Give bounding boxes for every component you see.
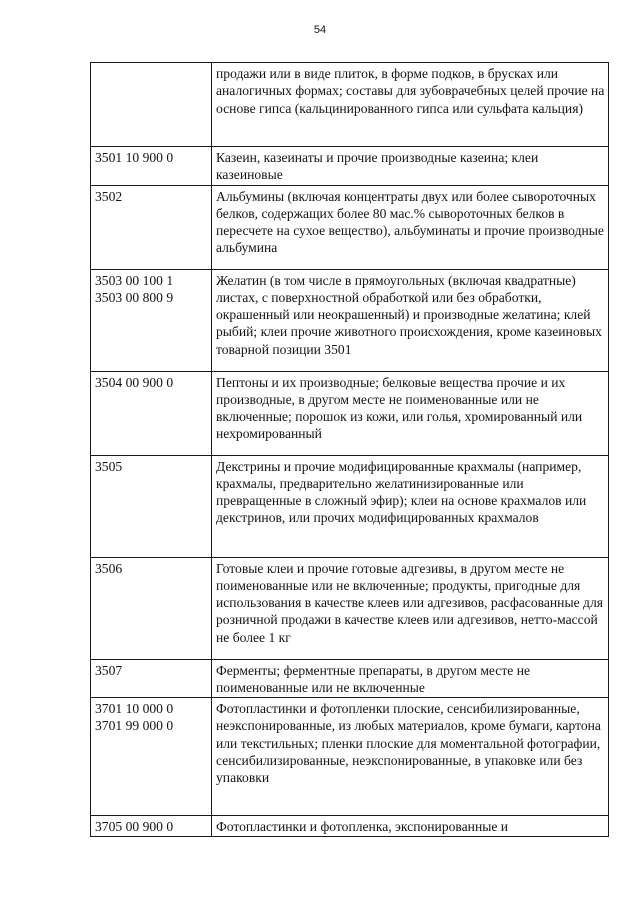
table-row [91,185,609,269]
code-cell [91,659,212,698]
description-cell: Фотопластинки и фотопленка, экспонированные и [212,816,609,837]
table-row [91,557,609,659]
code-cell [91,698,212,816]
code-cell [91,63,212,147]
description-cell: Ферменты; ферментные препараты, в другом месте не поименованные или не включенные [212,659,609,698]
table-row [91,816,609,837]
code-cell [91,147,212,186]
tariff-code: 3503 00 100 1 [95,272,174,288]
code-cell [91,557,212,659]
code-cell [91,371,212,455]
tariff-code: 3503 00 800 9 [95,289,174,305]
description-cell: Пептоны и их производные; белковые вещества прочие и их производные, в другом месте не поименованные или не включенные; порошок из кожи, или голья, хромированный или нехромированный [212,371,609,455]
tariff-code: 3502 [95,188,123,204]
table-row [91,147,609,186]
table-row [91,63,609,147]
tariff-code: 3501 10 900 0 [95,150,174,165]
code-cell [91,816,212,837]
goods-table-body [91,63,609,837]
code-cell [91,269,212,371]
description-cell: Готовые клеи и прочие готовые адгезивы, в другом месте не поименованные или не включенные; продукты, пригодные для использования в качестве клеев или адгезивов, расфасованные для розничной продажи в качестве клеев или адгезивов, нетто-массой не более 1 кг [212,557,609,659]
tariff-code: 3504 00 900 0 [95,374,174,390]
tariff-code: 3701 99 000 0 [95,718,174,734]
table-row [91,269,609,371]
description-cell: Альбумины (включая концентраты двух или более сывороточных белков, содержащих более 80 мас.% сывороточных белков в пересчете на сухое вещество), альбуминаты и прочие производные альбумина [212,185,609,269]
tariff-code: 3505 [95,458,123,474]
description-cell: Желатин (в том числе в прямоугольных (включая квадратные) листах, с поверхностной обработкой или без обработки, окрашенный или неокрашенный) и производные желатина; клей рыбий; клеи прочие животного происхождения, кроме казеиновых товарной позиции 3501 [212,269,609,371]
goods-table [90,62,609,837]
description-cell: Казеин, казеинаты и прочие производные казеина; клеи казеиновые [212,147,609,186]
description-cell: Декстрины и прочие модифицированные крахмалы (например, крахмалы, предварительно желатинизированные или превращенные в сложный эфир); клеи на основе крахмалов или декстринов, или прочих модифицированных крахмалов [212,455,609,557]
tariff-code: 3506 [95,560,123,576]
table-row [91,659,609,698]
code-cell [91,185,212,269]
description-cell: Фотопластинки и фотопленки плоские, сенсибилизированные, неэкспонированные, из любых материалов, кроме бумаги, картона или текстильных; пленки плоские для моментальной фотографии, сенсибилизированные, неэкспонированные, в упаковке или без упаковки [212,698,609,816]
description-cell: продажи или в виде плиток, в форме подков, в брусках или аналогичных формах; составы для зубоврачебных целей прочие на основе гипса (кальцинированного гипса или сульфата кальция) [212,63,609,147]
tariff-code: 3705 00 900 0 [95,819,174,835]
table-row [91,455,609,557]
table-row [91,371,609,455]
code-cell [91,455,212,557]
tariff-code: 3701 10 000 0 [95,701,174,717]
table-row [91,698,609,816]
page-number: 54 [313,24,327,36]
tariff-code: 3507 [95,662,123,678]
